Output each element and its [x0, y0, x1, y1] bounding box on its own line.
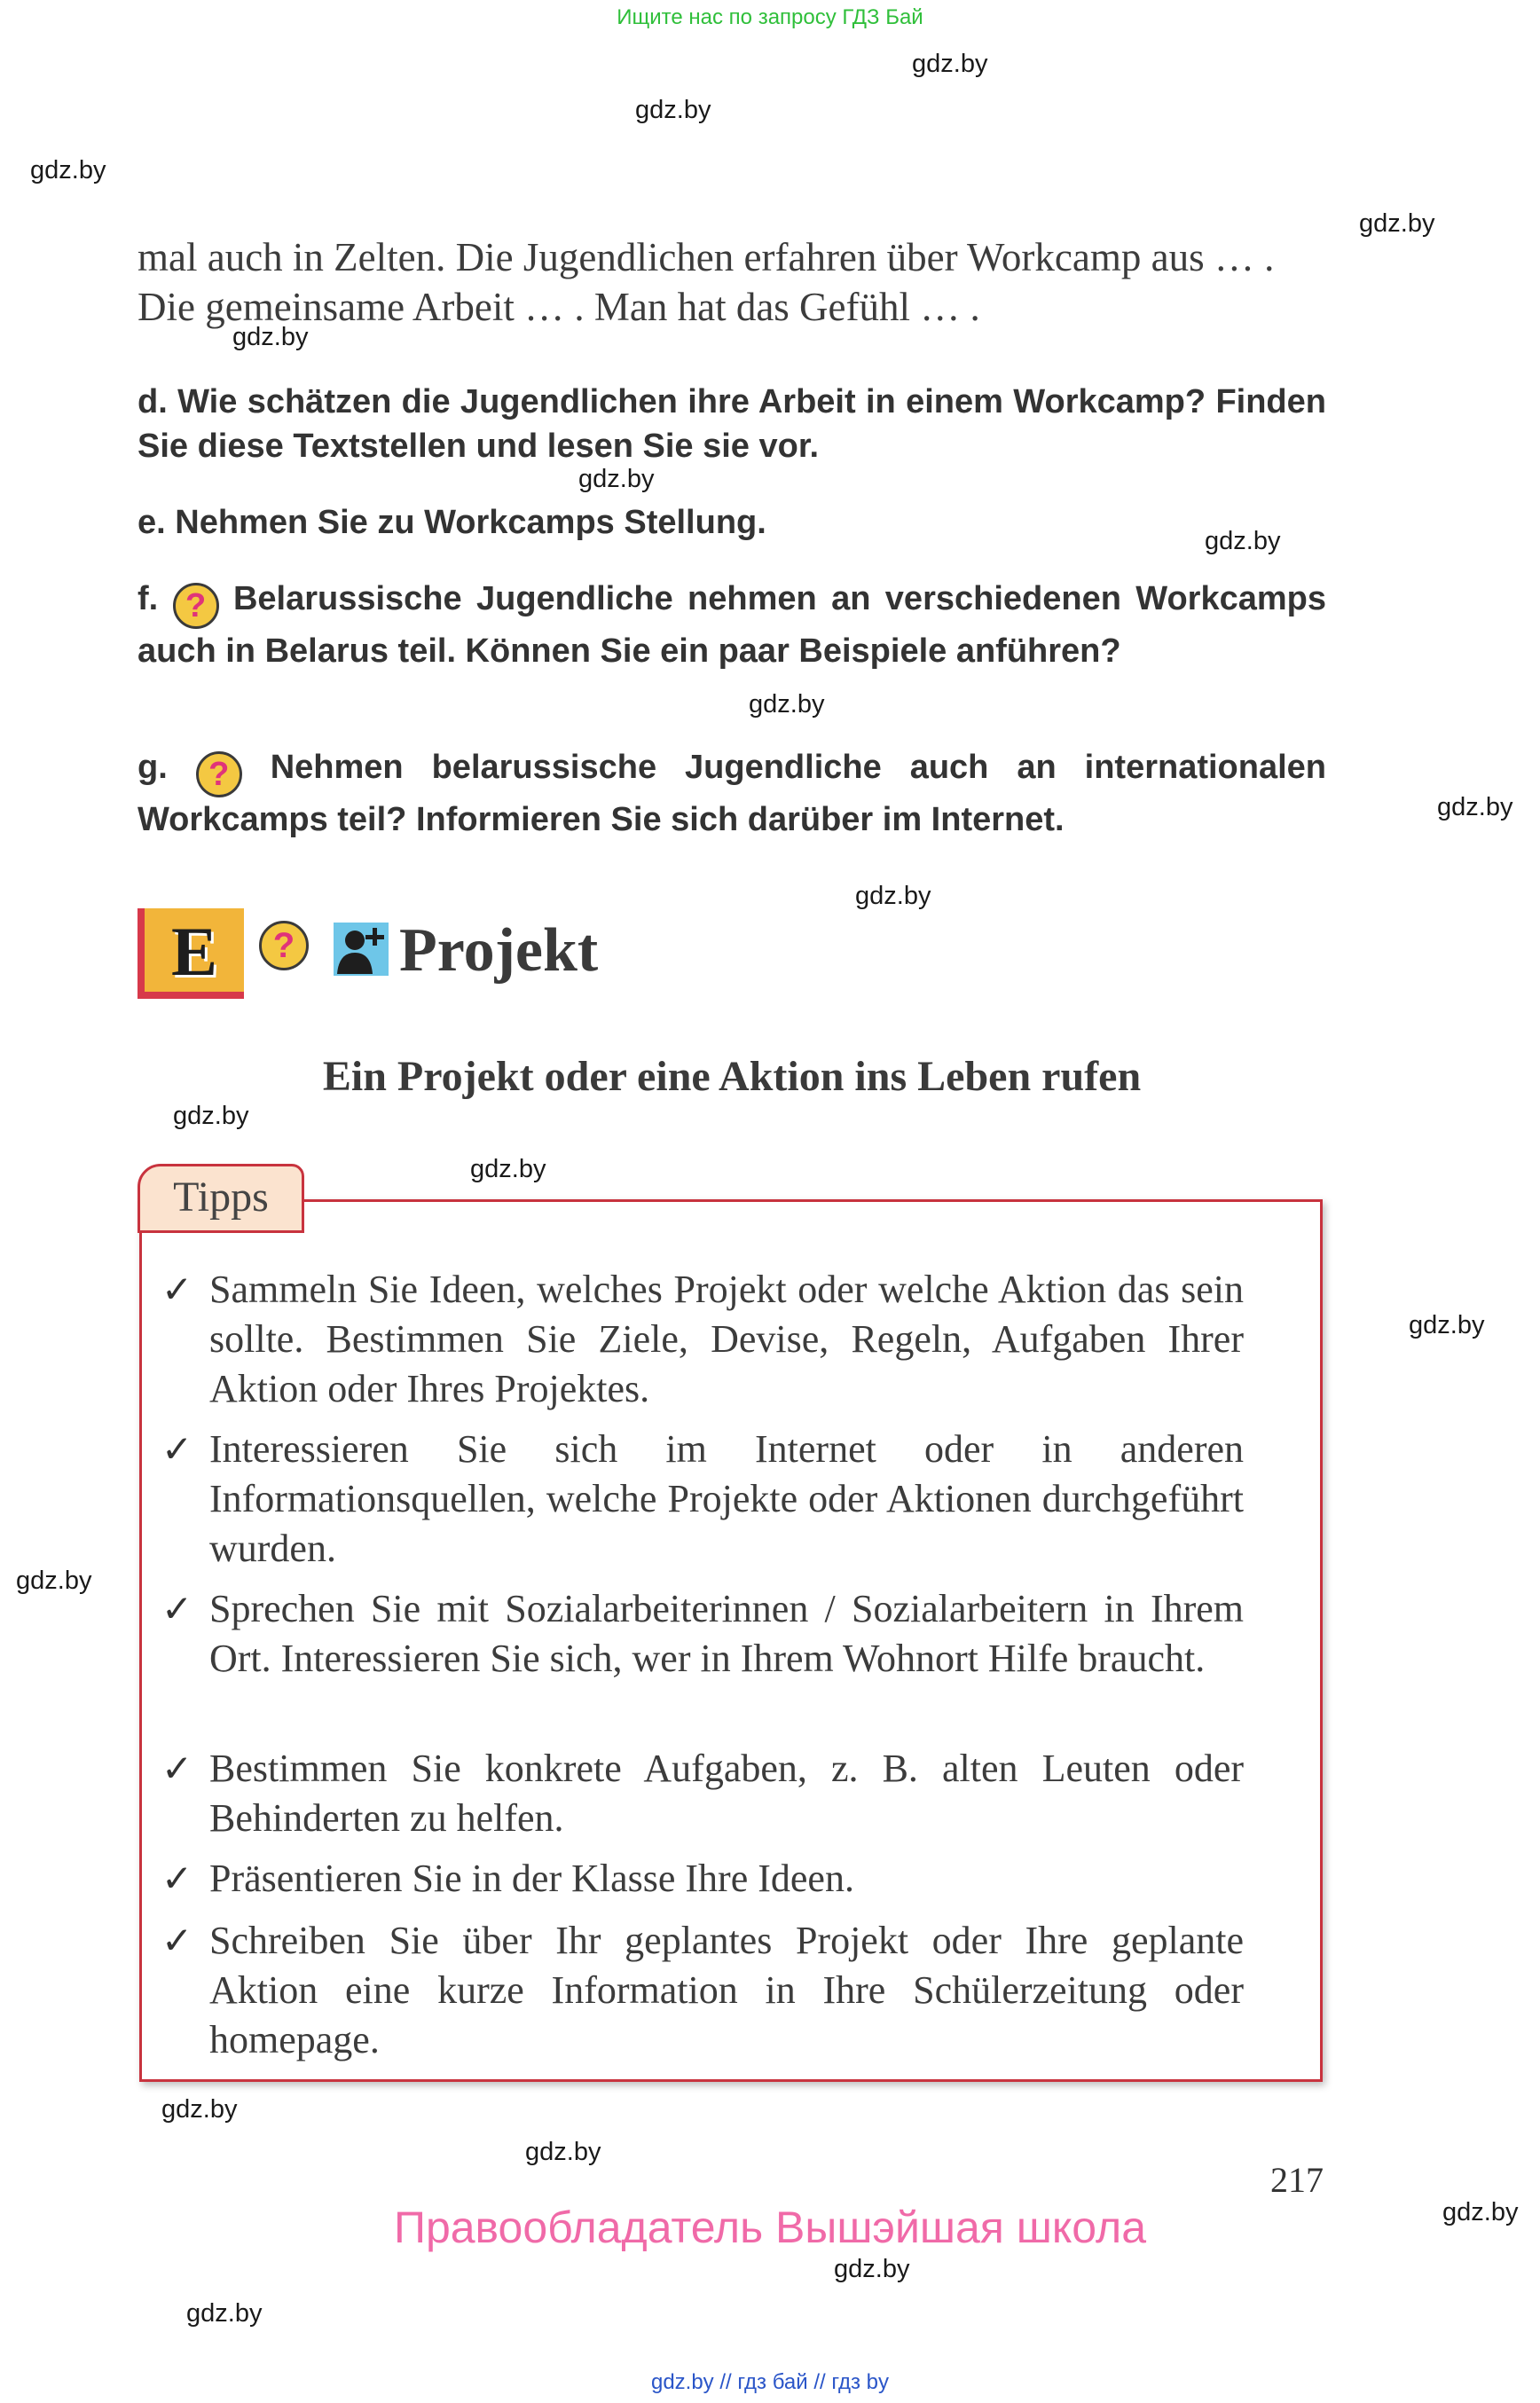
question-icon: ? [173, 583, 219, 629]
watermark: gdz.by [855, 882, 931, 910]
watermark: gdz.by [1442, 2198, 1519, 2226]
list-item: ✓ Sprechen Sie mit Sozialarbeiterinnen / Sozialarbeitern in Ihrem Ort. Interessieren Sie sich, wer in Ihrem Wohnort Hilfe braucht. [161, 1584, 1244, 1684]
add-person-icon [334, 923, 389, 976]
watermark: gdz.by [834, 2255, 910, 2283]
task-g-text: Nehmen belarussische Jugendliche auch an internationalen Workcamps teil? Informieren Sie sich darüber im Internet. [138, 749, 1327, 838]
section-letter: E [170, 913, 218, 990]
watermark: gdz.by [578, 465, 655, 493]
watermark: gdz.by [1437, 793, 1513, 821]
copyright-notice: Правообладатель Вышэйшая школа [394, 2203, 1146, 2252]
task-f-label: f. [138, 580, 159, 617]
watermark: gdz.by [749, 690, 825, 719]
intro-paragraph: mal auch in Zelten. Die Jugendlichen erfahren über Workcamp aus … . Die gemeinsame Arbeit … . Man hat das Gefühl … . [138, 235, 1275, 329]
check-icon: ✓ [161, 1268, 193, 1311]
question-icon: ? [196, 751, 242, 797]
check-icon: ✓ [161, 1587, 193, 1630]
check-icon: ✓ [161, 1919, 193, 1962]
watermark: gdz.by [912, 50, 988, 78]
page-number: 217 [1270, 2160, 1324, 2200]
watermark: gdz.by [173, 1102, 249, 1130]
watermark: gdz.by [16, 1567, 92, 1595]
watermark: gdz.by [1409, 1311, 1485, 1339]
tipps-tab: Tipps [138, 1164, 304, 1233]
task-f-text: Belarussische Jugendliche nehmen an verschiedenen Workcamps auch in Belarus teil. Können Sie ein paar Beispiele anführen? [138, 580, 1326, 670]
task-f [138, 577, 1326, 673]
list-item: ✓ Interessieren Sie sich im Internet oder in anderen Informationsquellen, welche Projekte oder Aktionen durchgeführt wurden. [161, 1425, 1244, 1574]
watermark: gdz.by [635, 96, 711, 124]
top-banner: Ищите нас по запросу ГДЗ Бай [617, 5, 923, 29]
footer-links: gdz.by // гдз бай // гдз by [650, 2370, 890, 2394]
list-item: ✓ Bestimmen Sie konkrete Aufgaben, z. B. alten Leuten oder Behinderten zu helfen. [161, 1744, 1244, 1843]
list-item: ✓ Sammeln Sie Ideen, welches Projekt oder welche Aktion das sein sollte. Bestimmen Sie Ziele, Devise, Regeln, Aufgaben Ihrer Aktion oder Ihres Projektes. [161, 1265, 1244, 1414]
list-item: ✓ Schreiben Sie über Ihr geplantes Projekt oder Ihre geplante Aktion eine kurze Information in Ihre Schülerzeitung oder homepage. [161, 1916, 1244, 2065]
watermark: gdz.by [30, 156, 106, 185]
watermark: gdz.by [1205, 527, 1281, 555]
list-item: ✓ Präsentieren Sie in der Klasse Ihre Ideen. [161, 1854, 1244, 1904]
question-icon: ? [259, 921, 309, 970]
task-d: d. Wie schätzen die Jugendlichen ihre Arbeit in einem Workcamp? Finden Sie diese Textstellen und lesen Sie sie vor. [138, 383, 1326, 465]
section-title: Projekt [399, 916, 599, 985]
watermark: gdz.by [186, 2299, 263, 2328]
watermark: gdz.by [1359, 209, 1435, 238]
watermark: gdz.by [525, 2138, 601, 2166]
section-letter-box [138, 908, 244, 999]
task-e: e. Nehmen Sie zu Workcamps Stellung. [138, 504, 766, 541]
task-g [138, 745, 1326, 842]
watermark: gdz.by [232, 323, 309, 351]
task-g-label: g. [138, 749, 168, 786]
check-icon: ✓ [161, 1427, 193, 1471]
watermark: gdz.by [161, 2095, 238, 2124]
check-icon: ✓ [161, 1747, 193, 1790]
watermark: gdz.by [470, 1155, 546, 1183]
check-icon: ✓ [161, 1857, 193, 1900]
section-subtitle: Ein Projekt oder eine Aktion ins Leben rufen [322, 1053, 1142, 1100]
